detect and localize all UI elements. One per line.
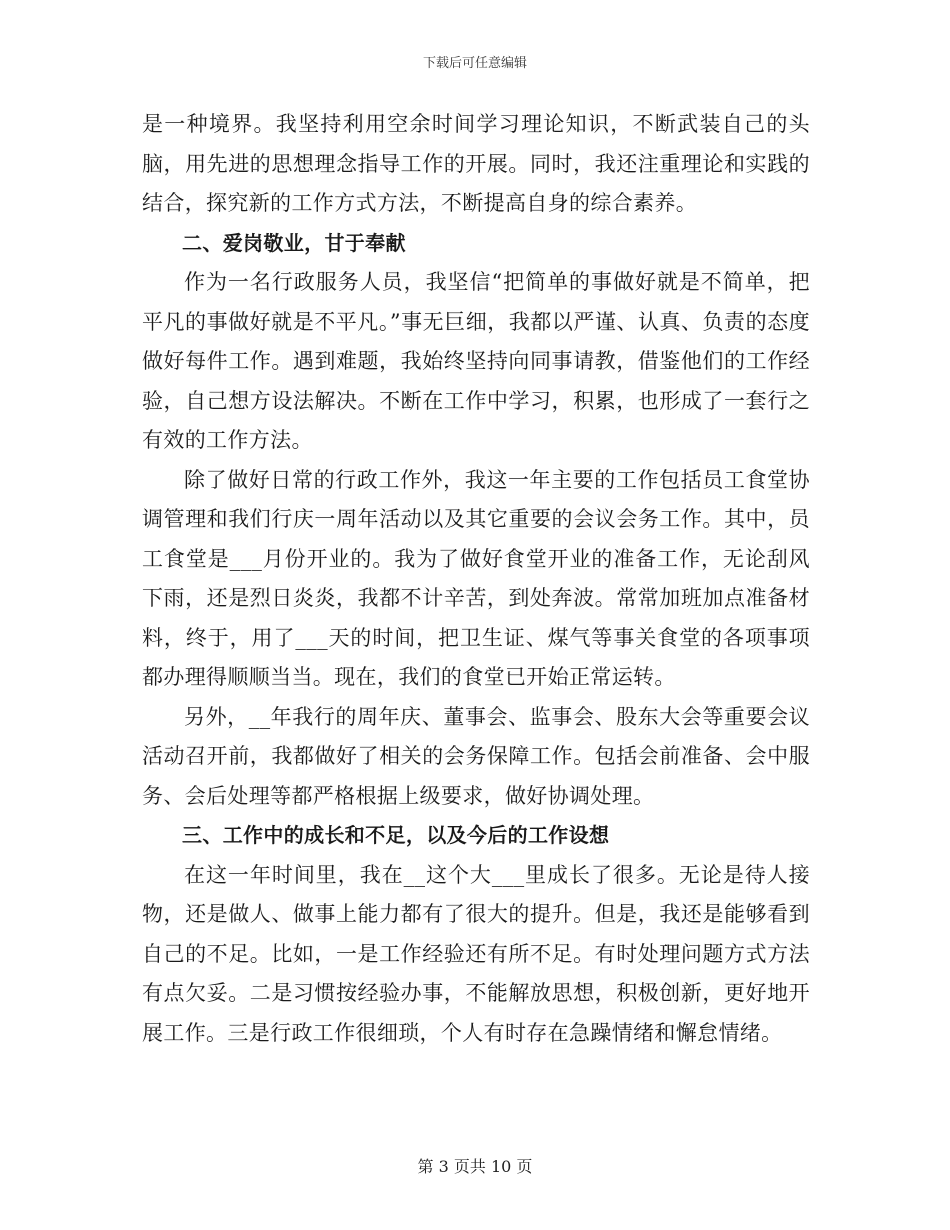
paragraph-meetings: 另外，__年我行的周年庆、董事会、监事会、股东大会等重要会议活动召开前，我都做好了相关的会务保障工作。包括会前准备、会中服务、会后处理等都严格根据上级要求，做好协调处理。: [142, 704, 810, 808]
page-number: 第 3 页共 10 页: [417, 1157, 533, 1176]
paragraph-canteen: 除了做好日常的行政工作外，我这一年主要的工作包括员工食堂协调管理和我们行庆一周年活动以及其它重要的会议会务工作。其中，员工食堂是___月份开业的。我为了做好食堂开业的准备工作，无论刮风下雨，还是烈日炎炎，我都不计辛苦，到处奔波。常常加班加点准备材料，终于，用了___天的时间，把卫生证、煤气等事关食堂的各项事项都办理得顺顺当当。现在，我们的食堂已开始正常运转。: [142, 467, 810, 689]
section-heading-three: 三、工作中的成长和不足，以及今后的工作设想: [182, 823, 610, 847]
section-heading-two: 二、爱岗敬业，甘于奉献: [182, 230, 406, 255]
paragraph-dedication: 作为一名行政服务人员，我坚信“把简单的事做好就是不简单，把平凡的事做好就是不平凡。”事无巨细，我都以严谨、认真、负责的态度做好每件工作。遇到难题，我始终坚持向同事请教，借鉴他们的工作经验，自己想方设法解决。不断在工作中学习，积累，也形成了一套行之有效的工作方法。: [142, 270, 810, 452]
document-body: [142, 105, 810, 1053]
paragraph-growth: 在这一年时间里，我在__这个大___里成长了很多。无论是待人接物，还是做人、做事上能力都有了很大的提升。但是，我还是能够看到自己的不足。比如，一是工作经验还有所不足。有时处理问题方式方法有点欠妥。二是习惯按经验办事，不能解放思想，积极创新，更好地开展工作。三是行政工作很细琐，个人有时存在急躁情绪和懈怠情绪。: [142, 862, 810, 1045]
page-header-note: 下载后可任意编辑: [422, 56, 527, 71]
paragraph-continuation: 是一种境界。我坚持利用空余时间学习理论知识，不断武装自己的头脑，用先进的思想理念指导工作的开展。同时，我还注重理论和实践的结合，探究新的工作方式方法，不断提高自身的综合素养。: [142, 112, 810, 215]
